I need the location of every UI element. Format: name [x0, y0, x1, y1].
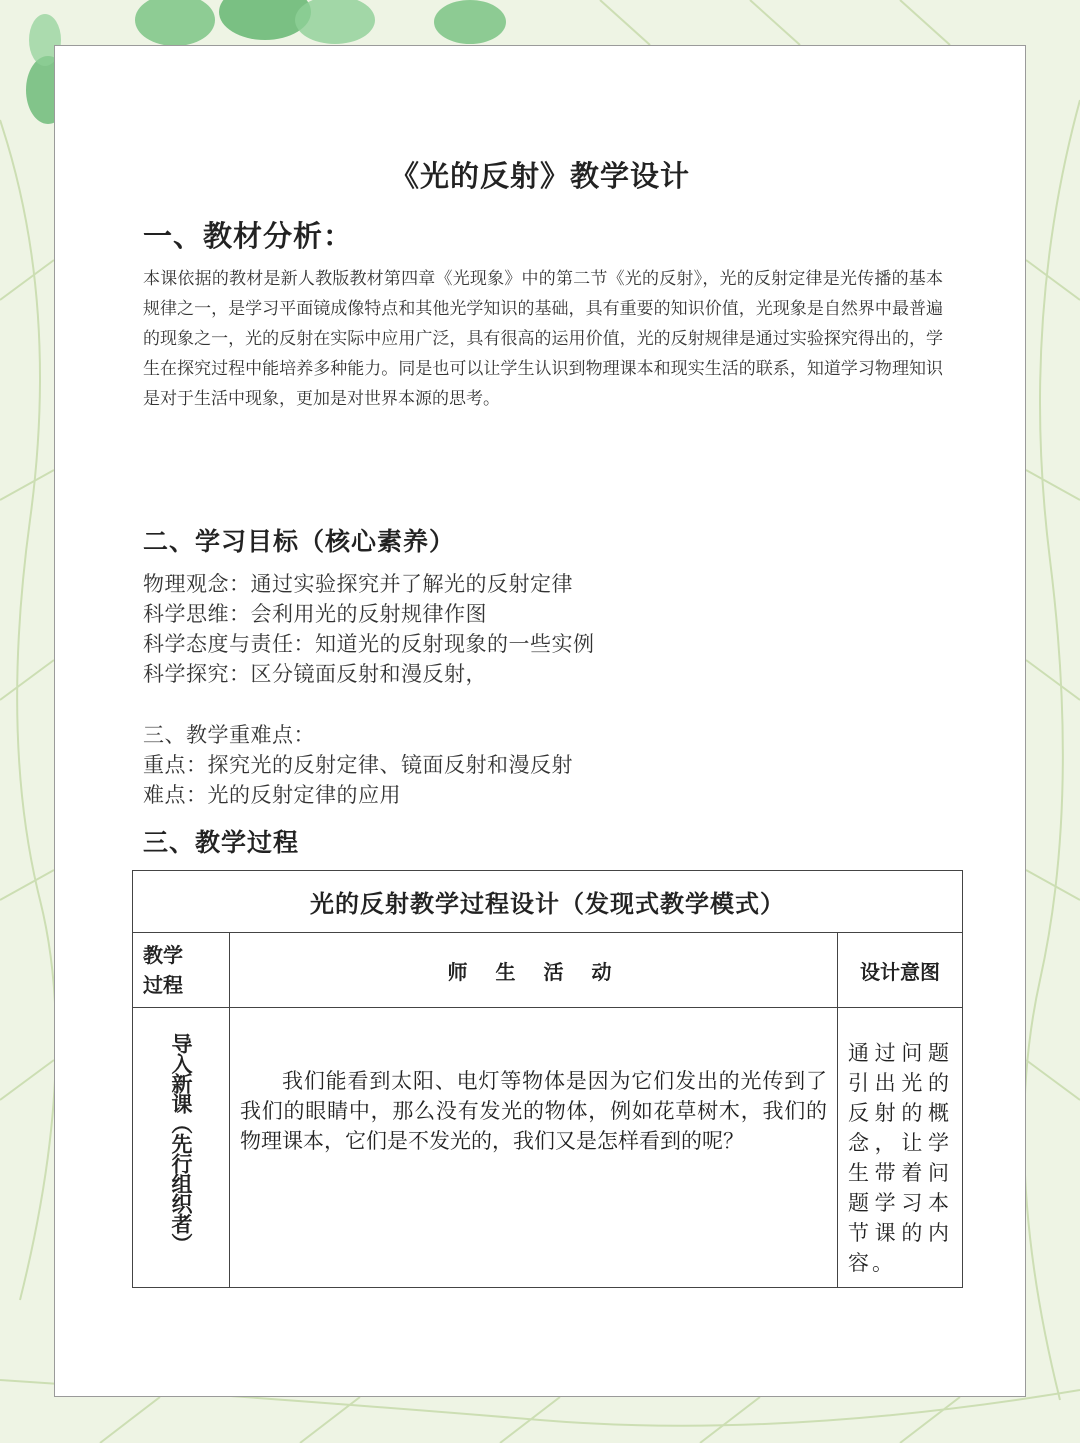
material-analysis-paragraph: 本课依据的教材是新人教版教材第四章《光现象》中的第二节《光的反射》，光的反射定律是光传播的基本规律之一，是学习平面镜成像特点和其他光学知识的基础，具有重要的知识价值，光现象是自然界中最普遍的现象之一，光的反射在实际中应用广泛，具有很高的运用价值，光的反射规律是通过实验探究得出的，学生在探究过程中能培养多种能力。同是也可以让学生认识到物理课本和现实生活的联系，知道学习物理知识是对于生活中现象，更加是对世界本源的思考。 — [143, 269, 943, 409]
section-heading-teaching-process: 三、教学过程 — [143, 828, 300, 857]
teaching-process-table — [132, 870, 963, 1288]
activity-text: 我们能看到太阳、电灯等物体是因为它们发出的光传到了我们的眼睛中，那么没有发光的物体，例如花草树木，我们的物理课本，它们是不发光的，我们又是怎样看到的呢？ — [240, 1069, 827, 1153]
difficult-point: 难点：光的反射定律的应用 — [143, 783, 401, 807]
goal-item: 科学思维：会利用光的反射规律作图 — [143, 602, 487, 626]
table-row — [133, 1008, 963, 1288]
key-point: 重点：探究光的反射定律、镜面反射和漫反射 — [143, 753, 573, 777]
stage-label: 导入新课（先行组织者） — [169, 1033, 193, 1253]
intent-cell: 通过问题引出光的反射的概念，让学生带着问题学习本节课的内容。 — [838, 1008, 963, 1288]
goal-item: 物理观念：通过实验探究并了解光的反射定律 — [143, 572, 573, 596]
table-caption: 光的反射教学过程设计（发现式教学模式） — [133, 871, 963, 933]
goal-item: 科学探究：区分镜面反射和漫反射， — [143, 662, 487, 686]
goal-item: 科学态度与责任：知道光的反射现象的一些实例 — [143, 632, 595, 656]
section-heading-material-analysis: 一、教材分析： — [143, 219, 354, 253]
column-header-intent: 设计意图 — [838, 933, 963, 1008]
page-title: 《光的反射》教学设计 — [389, 159, 690, 193]
document-page — [54, 45, 1026, 1397]
column-header-stage-label: 教学过程 — [143, 943, 183, 997]
stage-cell — [133, 1008, 230, 1288]
column-header-activity: 师生活动 — [230, 933, 838, 1008]
column-header-stage — [133, 933, 230, 1008]
activity-cell — [230, 1008, 838, 1288]
section-heading-learning-goals: 二、学习目标（核心素养） — [143, 527, 456, 556]
section-heading-key-points: 三、教学重难点： — [143, 723, 315, 747]
